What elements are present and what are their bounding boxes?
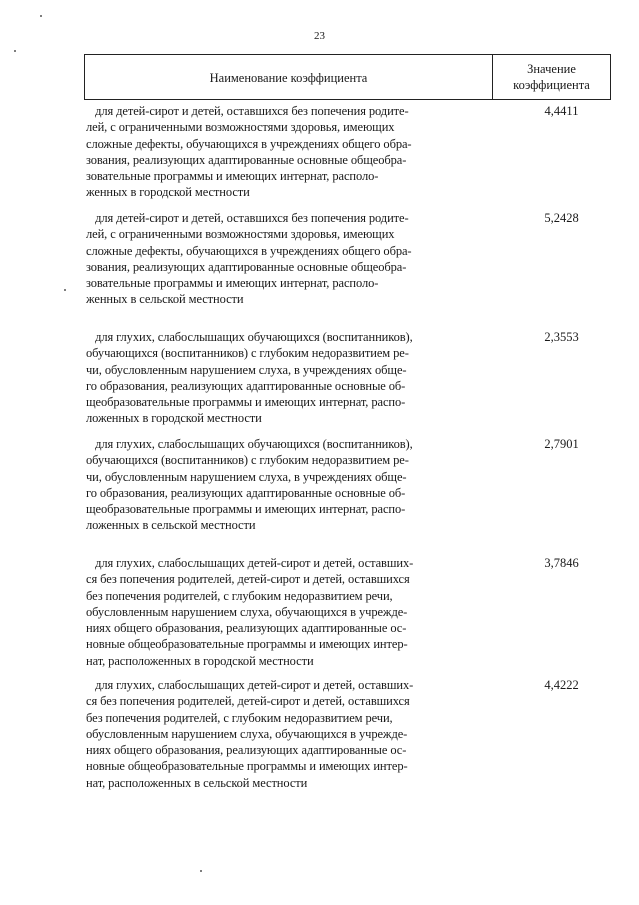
coefficient-name-line: зования, реализующих адаптированные основные общеобра- xyxy=(86,152,407,167)
coefficient-name xyxy=(86,103,490,201)
coefficient-name xyxy=(86,436,490,534)
coefficient-name-line: ся без попечения родителей, детей-сирот и детей, оставшихся xyxy=(86,572,410,587)
page-number: 23 xyxy=(314,30,325,42)
coefficient-name-line: зовательные программы и имеющих интернат, располо- xyxy=(86,169,379,184)
coefficient-value: 4,4222 xyxy=(544,678,579,692)
coefficient-name-line: без попечения родителей, с глубоким недоразвитием речи, xyxy=(86,710,393,725)
coefficient-value: 3,7846 xyxy=(544,556,579,570)
coefficient-name-line: го образования, реализующих адаптированные основные об- xyxy=(86,485,406,500)
column-header-value xyxy=(493,55,610,99)
coefficient-name-line: го образования, реализующих адаптированные основные об- xyxy=(86,378,406,393)
coefficient-name-line: женных в городской местности xyxy=(86,185,250,200)
coefficient-name-line: ложенных в городской местности xyxy=(86,411,262,426)
coefficient-value: 4,4411 xyxy=(544,104,579,118)
coefficient-name xyxy=(86,677,490,791)
coefficient-value: 5,2428 xyxy=(544,211,579,225)
coefficient-name-line: обусловленным нарушением слуха, обучающихся в учрежде- xyxy=(86,604,408,619)
coefficient-name-line: сложные дефекты, обучающихся в учреждениях общего обра- xyxy=(86,243,412,258)
coefficient-name-line: ниях общего образования, реализующих адаптированные ос- xyxy=(86,743,407,758)
table-row xyxy=(86,555,611,669)
coefficient-name-line: чи, обусловленным нарушением слуха, в учреждениях обще- xyxy=(86,362,407,377)
coefficient-name-line: зовательные программы и имеющих интернат, располо- xyxy=(86,276,379,291)
coefficient-name-line: для глухих, слабослышащих обучающихся (воспитанников), xyxy=(86,437,413,451)
coefficient-name-line: для глухих, слабослышащих обучающихся (воспитанников), xyxy=(86,330,413,344)
column-header-value-line1: Значение xyxy=(527,62,576,76)
coefficient-name xyxy=(86,210,490,308)
coefficient-value: 2,7901 xyxy=(544,437,579,451)
coefficient-name-line: нат, расположенных в сельской местности xyxy=(86,775,308,790)
scan-speck xyxy=(40,15,42,17)
table-row xyxy=(86,677,611,791)
coefficient-name-line: ниях общего образования, реализующих адаптированные ос- xyxy=(86,621,407,636)
coefficient-name-line: для детей-сирот и детей, оставшихся без попечения родите- xyxy=(86,104,409,118)
coefficient-name-line: обусловленным нарушением слуха, обучающихся в учрежде- xyxy=(86,726,408,741)
coefficient-name-line: ложенных в сельской местности xyxy=(86,518,256,533)
table-row xyxy=(86,210,611,308)
coefficient-name-line: для глухих, слабослышащих детей-сирот и детей, оставших- xyxy=(86,556,414,570)
scan-speck xyxy=(64,289,66,291)
coefficient-name-line: лей, с ограниченными возможностями здоровья, имеющих xyxy=(86,227,395,242)
coefficient-name-line: зования, реализующих адаптированные основные общеобра- xyxy=(86,259,407,274)
coefficient-name-line: новные общеобразовательные программы и имеющих интер- xyxy=(86,759,408,774)
coefficient-name-line: ся без попечения родителей, детей-сирот и детей, оставшихся xyxy=(86,694,410,709)
coefficient-name-line: чи, обусловленным нарушением слуха, в учреждениях обще- xyxy=(86,469,407,484)
coefficient-name-line: новные общеобразовательные программы и имеющих интер- xyxy=(86,637,408,652)
coefficient-name-line: для глухих, слабослышащих детей-сирот и детей, оставших- xyxy=(86,678,414,692)
column-header-name: Наименование коэффициента xyxy=(85,55,493,99)
coefficient-name-line: обучающихся (воспитанников) с глубоким недоразвитием ре- xyxy=(86,453,409,468)
coefficient-name-line: лей, с ограниченными возможностями здоровья, имеющих xyxy=(86,120,395,135)
coefficient-name-line: нат, расположенных в городской местности xyxy=(86,653,314,668)
scan-speck xyxy=(14,50,16,52)
coefficient-value: 2,3553 xyxy=(544,330,579,344)
coefficient-name-line: без попечения родителей, с глубоким недоразвитием речи, xyxy=(86,588,393,603)
table-row xyxy=(86,329,611,427)
coefficient-name-line: женных в сельской местности xyxy=(86,292,244,307)
table-header xyxy=(84,54,611,100)
coefficient-name xyxy=(86,555,490,669)
coefficient-name-line: обучающихся (воспитанников) с глубоким недоразвитием ре- xyxy=(86,346,409,361)
coefficient-name-line: щеобразовательные программы и имеющих интернат, распо- xyxy=(86,395,406,410)
table-row xyxy=(86,436,611,534)
coefficient-name-line: для детей-сирот и детей, оставшихся без попечения родите- xyxy=(86,211,409,225)
coefficient-name-line: сложные дефекты, обучающихся в учреждениях общего обра- xyxy=(86,136,412,151)
table-row xyxy=(86,103,611,201)
scan-speck xyxy=(200,870,202,872)
column-header-value-line2: коэффициента xyxy=(513,78,590,92)
coefficient-name-line: щеобразовательные программы и имеющих интернат, распо- xyxy=(86,502,406,517)
coefficient-name xyxy=(86,329,490,427)
